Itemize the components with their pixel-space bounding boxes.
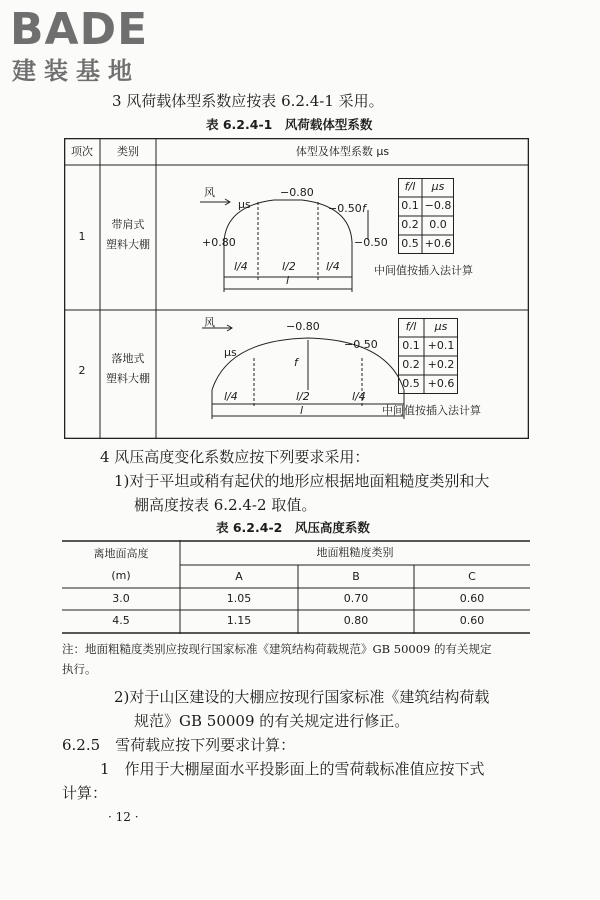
table2-note-line1: 注：地面粗糙度类别应按现行国家标准《建筑结构荷载规范》GB 50009 的有关规定: [62, 642, 492, 656]
diagram1-f-label: f: [362, 202, 366, 215]
table1-caption: 表 6.2.4-1 风荷载体型系数: [206, 117, 373, 132]
table1-row2-no: 2: [78, 364, 86, 377]
diagram1-wind-label: 风: [204, 186, 215, 199]
diagram2-mu-label: μs: [224, 346, 237, 359]
coef2-r3-fl: 0.5: [402, 377, 420, 390]
coef1-r1-mu: −0.8: [424, 199, 452, 212]
table1-header-category: 类别: [117, 145, 139, 158]
diagram1-right-lower-coef: −0.50: [354, 236, 388, 249]
diagram1-span-c: l/4: [326, 260, 340, 273]
paragraph-4: 4 风压高度变化系数应按下列要求采用：: [100, 448, 370, 466]
diagram1-left-coef: +0.80: [202, 236, 236, 249]
logo-subtitle: 建装基地: [12, 57, 140, 85]
table2-caption: 表 6.2.4-2 风压高度系数: [216, 520, 370, 535]
table2-header-unit: (m): [111, 569, 131, 582]
diagram1-span-total: l: [286, 274, 290, 287]
table2-r1-c: 0.60: [459, 592, 485, 605]
logo-word: BADE: [10, 4, 149, 55]
table2-col-b: B: [352, 570, 360, 583]
page-number: · 12 ·: [108, 810, 139, 824]
table1-row1-category-line1: 带肩式: [111, 218, 145, 231]
item1-line2: 棚高度按表 6.2.4-2 取值。: [134, 496, 317, 514]
coef2-r2-fl: 0.2: [402, 358, 420, 371]
diagram2-span-b: l/2: [296, 390, 310, 403]
coef1-header-fl: f/l: [404, 180, 416, 193]
coef1-r2-mu: 0.0: [429, 218, 447, 231]
diagram2-span-total: l: [300, 404, 304, 417]
table2-r1-b: 0.70: [343, 592, 369, 605]
table2-r1-height: 3.0: [112, 592, 130, 605]
item2-line1: 2)对于山区建设的大棚应按现行国家标准《建筑结构荷载: [114, 688, 490, 706]
table1-row2-category-line2: 塑料大棚: [106, 372, 150, 385]
table2-r2-height: 4.5: [112, 614, 130, 627]
coef1-header-mu: μs: [431, 180, 445, 193]
coef1-r1-fl: 0.1: [401, 199, 419, 212]
coef2-header-fl: f/l: [405, 320, 417, 333]
coef1-note: 中间值按插入法计算: [374, 264, 473, 277]
table1-header-no: 项次: [71, 145, 93, 158]
diagram2-wind-label: 风: [204, 316, 215, 329]
coef2-header-mu: μs: [434, 320, 448, 333]
table2-col-c: C: [468, 570, 476, 583]
table2-r2-c: 0.60: [459, 614, 485, 627]
table2-header-height: 离地面高度: [93, 547, 149, 560]
table1-row1-category-line2: 塑料大棚: [106, 238, 150, 251]
coef2-r1-mu: +0.1: [427, 339, 455, 352]
brand-logo: [10, 4, 180, 86]
wind-shape-coefficient-table: [64, 138, 529, 439]
coef2-r1-fl: 0.1: [402, 339, 420, 352]
section-6-2-5: 6.2.5 雪荷载应按下列要求计算：: [62, 736, 296, 754]
table1-row2-category-line1: 落地式: [111, 352, 145, 365]
table2-header-roughness: 地面粗糙度类别: [316, 546, 394, 559]
diagram2-span-c: l/4: [352, 390, 366, 403]
table1-row1-no: 1: [78, 230, 86, 243]
wind-pressure-height-table: [62, 540, 530, 634]
table1-header-shape: 体型及体型系数 μs: [295, 145, 390, 158]
coef2-r2-mu: +0.2: [427, 358, 455, 371]
diagram2-span-a: l/4: [224, 390, 238, 403]
coef1-r3-fl: 0.5: [401, 237, 419, 250]
section-6-2-5-item1-line1: 1 作用于大棚屋面水平投影面上的雪荷载标准值应按下式: [100, 760, 485, 778]
table2-r1-a: 1.05: [226, 592, 252, 605]
diagram1-top-coef: −0.80: [280, 186, 314, 199]
coef2-r3-mu: +0.6: [427, 377, 455, 390]
table2-r2-b: 0.80: [343, 614, 369, 627]
diagram1-mu-label: μs: [238, 198, 251, 211]
coef2-note: 中间值按插入法计算: [382, 404, 481, 417]
diagram2-top-coef: −0.80: [286, 320, 320, 333]
section-6-2-5-item1-line2: 计算：: [62, 784, 108, 802]
diagram2-f-label: f: [294, 356, 298, 369]
paragraph-3: 3 风荷载体型系数应按表 6.2.4-1 采用。: [112, 92, 384, 110]
diagram1-span-b: l/2: [282, 260, 296, 273]
diagram1-span-a: l/4: [234, 260, 248, 273]
table2-note-line2: 执行。: [62, 662, 97, 676]
coef1-r3-mu: +0.6: [424, 237, 452, 250]
coef1-r2-fl: 0.2: [401, 218, 419, 231]
diagram1-right-upper-coef: −0.50: [328, 202, 362, 215]
item2-line2: 规范》GB 50009 的有关规定进行修正。: [134, 712, 410, 730]
table2-col-a: A: [235, 570, 243, 583]
diagram2-right-coef: −0.50: [344, 338, 378, 351]
table2-r2-a: 1.15: [226, 614, 252, 627]
item1-line1: 1)对于平坦或稍有起伏的地形应根据地面粗糙度类别和大: [114, 472, 490, 490]
